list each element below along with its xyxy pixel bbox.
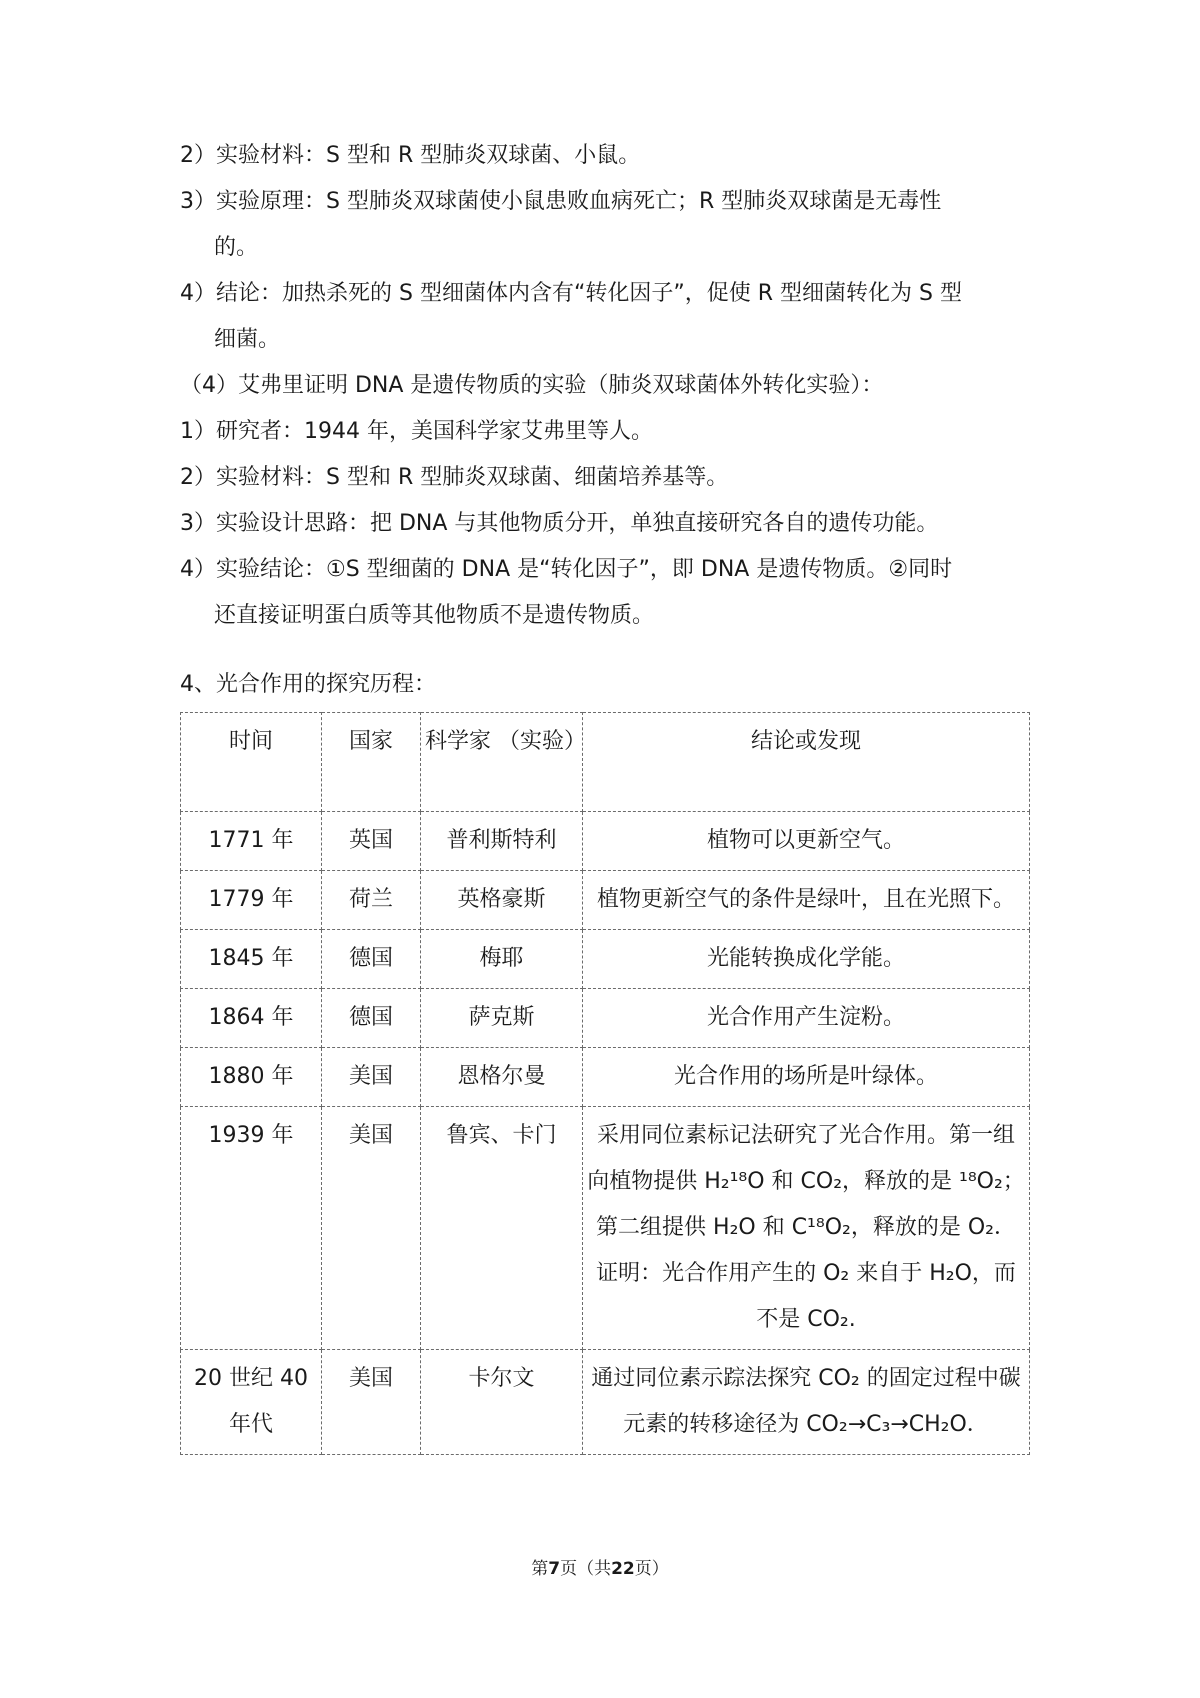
section-title: 4、光合作用的探究历程： — [180, 672, 436, 697]
cell-scientist: 鲁宾、卡门 — [421, 1107, 583, 1350]
cell-country: 美国 — [322, 1107, 421, 1350]
text-line-continued: 还直接证明蛋白质等其他物质不是遗传物质。 — [214, 603, 655, 628]
photosynthesis-history-table — [180, 712, 1030, 1455]
paragraph-researcher — [180, 409, 1030, 455]
text-line: 3）实验设计思路：把 DNA 与其他物质分开，单独直接研究各自的遗传功能。 — [180, 511, 939, 536]
cell-time: 1880 年 — [181, 1048, 322, 1107]
cell-time: 1845 年 — [181, 930, 322, 989]
paragraph-conclusion — [180, 271, 1030, 363]
footer-suffix: 页） — [634, 1559, 669, 1579]
table-row — [181, 930, 1030, 989]
footer-mid: 页（共 — [560, 1559, 612, 1579]
cell-scientist: 梅耶 — [421, 930, 583, 989]
cell-finding: 光合作用产生淀粉。 — [583, 989, 1030, 1048]
text-line: 1）研究者：1944 年，美国科学家艾弗里等人。 — [180, 419, 653, 444]
text-line-continued: 的。 — [214, 235, 259, 260]
cell-country: 德国 — [322, 930, 421, 989]
cell-time: 1771 年 — [181, 812, 322, 871]
cell-time: 1779 年 — [181, 871, 322, 930]
paragraph-materials — [180, 133, 1030, 179]
total-pages-number: 22 — [611, 1559, 635, 1579]
header-scientist: 科学家 （实验） — [421, 713, 583, 812]
cell-finding: 光能转换成化学能。 — [583, 930, 1030, 989]
paragraph-avery-conclusion — [180, 547, 1030, 639]
cell-finding: 植物可以更新空气。 — [583, 812, 1030, 871]
cell-country: 英国 — [322, 812, 421, 871]
page-footer — [0, 1554, 1200, 1579]
text-line: 2）实验材料：S 型和 R 型肺炎双球菌、细菌培养基等。 — [180, 465, 729, 490]
text-line: 2）实验材料：S 型和 R 型肺炎双球菌、小鼠。 — [180, 143, 641, 168]
cell-finding: 通过同位素示踪法探究 CO₂ 的固定过程中碳元素的转移途径为 CO₂→C₃→CH₂O． — [583, 1350, 1030, 1455]
paragraph-principle — [180, 179, 1030, 271]
paragraph-avery-materials — [180, 455, 1030, 501]
text-line: （4）艾弗里证明 DNA 是遗传物质的实验（肺炎双球菌体外转化实验）： — [180, 373, 884, 398]
table-row — [181, 871, 1030, 930]
table-row — [181, 1350, 1030, 1455]
table-row — [181, 1107, 1030, 1350]
cell-scientist: 英格豪斯 — [421, 871, 583, 930]
text-line: 3）实验原理：S 型肺炎双球菌使小鼠患败血病死亡；R 型肺炎双球菌是无毒性 — [180, 189, 942, 214]
text-line: 4）实验结论：①S 型细菌的 DNA 是“转化因子”，即 DNA 是遗传物质。②同时 — [180, 557, 953, 582]
cell-scientist: 恩格尔曼 — [421, 1048, 583, 1107]
footer-prefix: 第 — [531, 1559, 549, 1579]
cell-country: 美国 — [322, 1048, 421, 1107]
cell-finding: 光合作用的场所是叶绿体。 — [583, 1048, 1030, 1107]
cell-finding: 采用同位素标记法研究了光合作用。第一组向植物提供 H₂¹⁸O 和 CO₂，释放的是 ¹⁸O₂；第二组提供 H₂O 和 C¹⁸O₂，释放的是 O₂．证明：光合作用产生的 O₂ 来自于 H₂O，而不是 CO₂. — [583, 1107, 1030, 1350]
paragraph-design — [180, 501, 1030, 547]
header-finding: 结论或发现 — [583, 713, 1030, 812]
cell-time: 1939 年 — [181, 1107, 322, 1350]
header-time: 时间 — [181, 713, 322, 812]
cell-time: 1864 年 — [181, 989, 322, 1048]
cell-country: 荷兰 — [322, 871, 421, 930]
cell-time: 20 世纪 40 年代 — [181, 1350, 322, 1455]
table-row — [181, 812, 1030, 871]
cell-scientist: 萨克斯 — [421, 989, 583, 1048]
header-country: 国家 — [322, 713, 421, 812]
table-header-row — [181, 713, 1030, 812]
current-page-number: 7 — [548, 1559, 561, 1579]
cell-country: 美国 — [322, 1350, 421, 1455]
cell-finding: 植物更新空气的条件是绿叶，且在光照下。 — [583, 871, 1030, 930]
cell-country: 德国 — [322, 989, 421, 1048]
table-row — [181, 1048, 1030, 1107]
paragraph-avery-heading — [180, 363, 1030, 409]
text-line-continued: 细菌。 — [214, 327, 281, 352]
cell-scientist: 普利斯特利 — [421, 812, 583, 871]
table-row — [181, 989, 1030, 1048]
cell-scientist: 卡尔文 — [421, 1350, 583, 1455]
text-line: 4）结论：加热杀死的 S 型细菌体内含有“转化因子”，促使 R 型细菌转化为 S 型 — [180, 281, 962, 306]
